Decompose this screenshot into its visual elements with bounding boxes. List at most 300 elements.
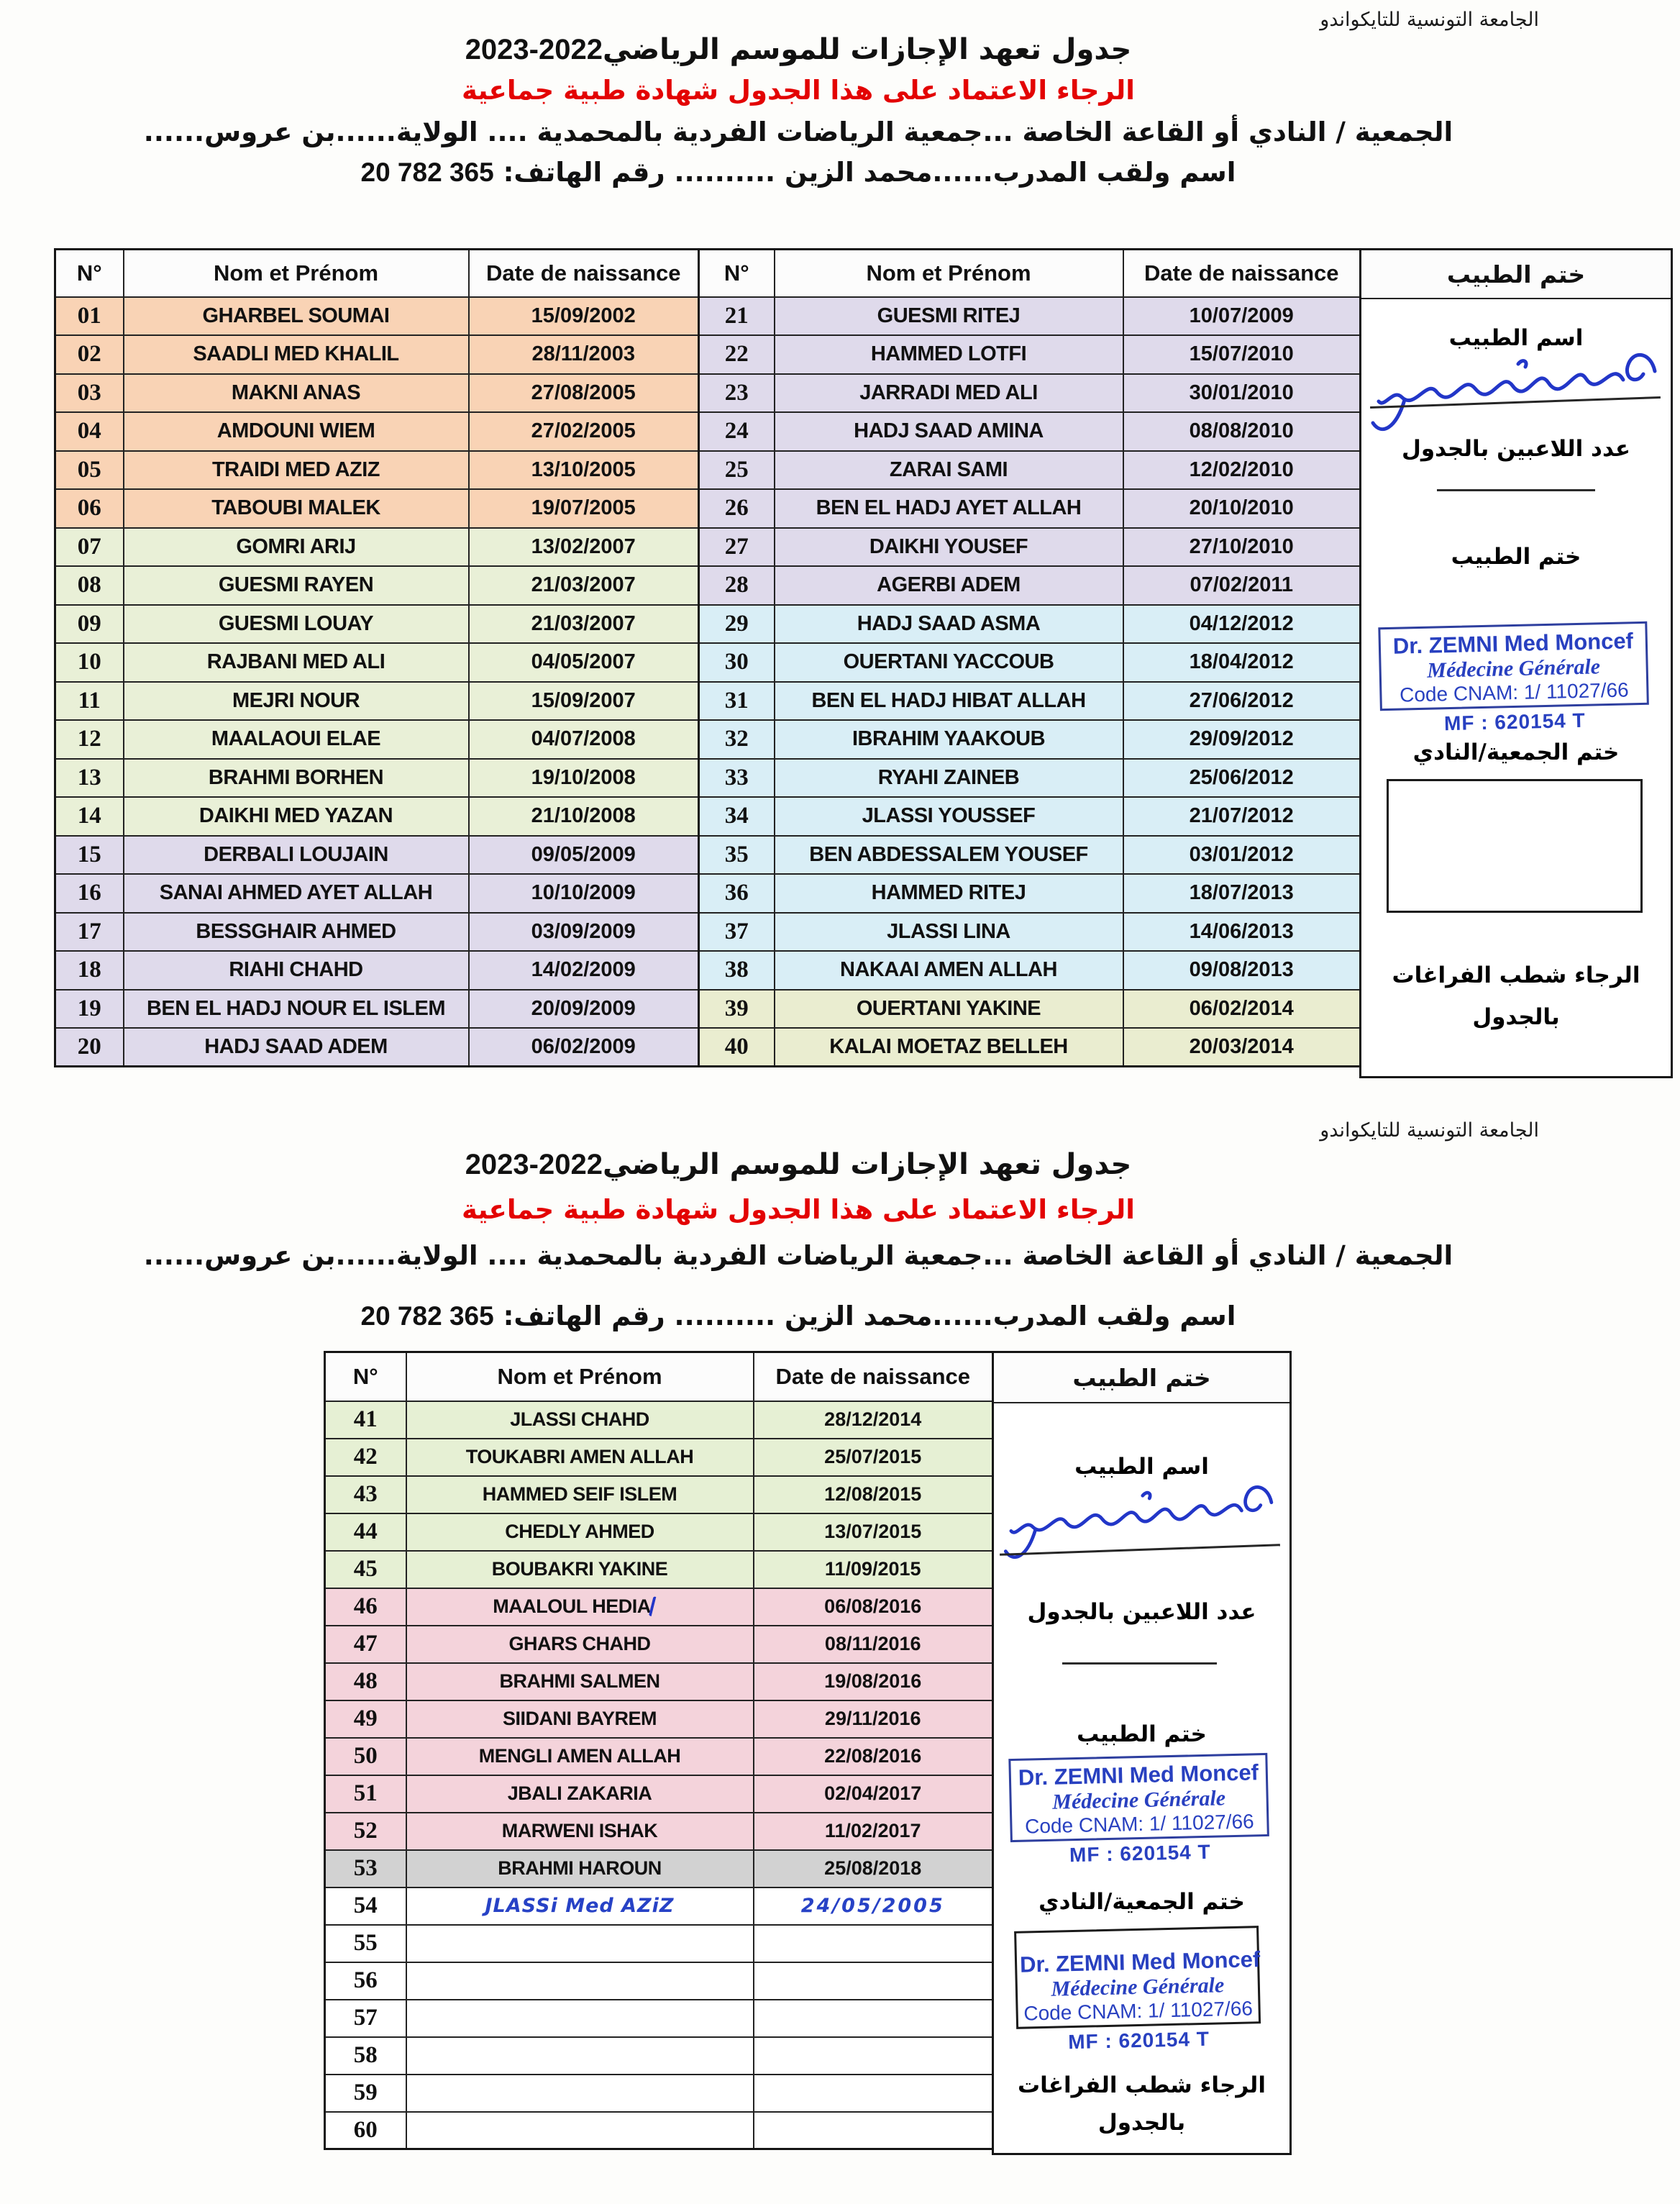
table-cell: BOUBAKRI YAKINE	[406, 1551, 754, 1588]
table-cell: JLASSI YOUSSEF	[775, 797, 1123, 836]
col-dob-header: Date de naissance	[1123, 250, 1361, 297]
doctor-name-label: اسم الطبيب	[1448, 325, 1584, 351]
table-row	[325, 1738, 993, 1775]
table-cell: 58	[325, 2037, 406, 2075]
table-cell: 47	[325, 1626, 406, 1663]
table-cell: 41	[325, 1401, 406, 1439]
table-cell	[406, 2112, 754, 2149]
table-row	[325, 1401, 993, 1439]
table-row	[699, 643, 1361, 682]
table-cell: BEN ABDESSALEM YOUSEF	[775, 836, 1123, 875]
stamp-line1: Dr. ZEMNI Med Moncef	[1392, 628, 1634, 659]
table-cell: HAMMED RITEJ	[775, 874, 1123, 913]
table-cell: GUESMI RAYEN	[124, 566, 469, 605]
table-row	[325, 1962, 993, 2000]
table-cell: 04/05/2007	[469, 643, 699, 682]
stamp-line3: Code CNAM: 1/ 11027/66	[1023, 1997, 1254, 2025]
table-cell	[406, 1925, 754, 1962]
table-cell: 27	[699, 528, 775, 567]
table-cell: 10/10/2009	[469, 874, 699, 913]
table-cell	[406, 2000, 754, 2037]
table-cell	[754, 2112, 993, 2149]
table-row	[55, 489, 699, 528]
table-cell: AMDOUNI WIEM	[124, 412, 469, 451]
table-cell: HAMMED SEIF ISLEM	[406, 1476, 754, 1513]
table-cell: 03/09/2009	[469, 913, 699, 952]
table-cell: GUESMI RITEJ	[775, 297, 1123, 336]
table-cell: BRAHMI BORHEN	[124, 759, 469, 798]
table-cell: HAMMED LOTFI	[775, 335, 1123, 374]
stamp-frame	[1008, 1753, 1269, 1842]
club-stamp-label: ختم الجمعية/النادي	[1412, 739, 1620, 765]
table-cell	[754, 2075, 993, 2112]
header-row	[699, 250, 1361, 297]
table-cell: 20/09/2009	[469, 990, 699, 1029]
coach-line-bottom	[29, 1301, 1568, 1331]
table-cell: 04/07/2008	[469, 720, 699, 759]
table-cell: 08	[55, 566, 124, 605]
table-cell: 08/11/2016	[754, 1626, 993, 1663]
club-stamp-box	[1387, 779, 1643, 913]
table-cell: 09	[55, 605, 124, 644]
table-cell: DERBALI LOUJAIN	[124, 836, 469, 875]
page-title-bottom	[29, 1148, 1568, 1181]
table-cell: 19/07/2005	[469, 489, 699, 528]
table-cell: 25/07/2015	[754, 1439, 993, 1476]
table-cell: 22/08/2016	[754, 1738, 993, 1775]
title-text: جدول تعهد الإجازات للموسم الرياضي	[602, 33, 1132, 66]
table-cell: 49	[325, 1700, 406, 1738]
table-cell: 16	[55, 874, 124, 913]
stamp-line2: Médecine Générale	[1426, 655, 1601, 683]
stamp-frame	[1378, 621, 1649, 711]
table-cell: 35	[699, 836, 775, 875]
doctor-stamp-top	[1378, 621, 1649, 737]
table-cell: DAIKHI YOUSEF	[775, 528, 1123, 567]
table-cell: 45	[325, 1551, 406, 1588]
coach-phone: 20 782 365	[360, 158, 494, 187]
table-row	[699, 874, 1361, 913]
club-stamp-label: ختم الجمعية/النادي	[1038, 1889, 1245, 1915]
table-cell: 21/03/2007	[469, 566, 699, 605]
table-cell: BEN EL HADJ HIBAT ALLAH	[775, 682, 1123, 721]
stamp-line1: Dr. ZEMNI Med Moncef	[1018, 1759, 1259, 1790]
table-cell	[754, 1962, 993, 2000]
table-cell: GUESMI LOUAY	[124, 605, 469, 644]
table-row	[55, 797, 699, 836]
table-row	[55, 913, 699, 952]
coach-line-top	[29, 157, 1568, 188]
table-cell: GHARBEL SOUMAI	[124, 297, 469, 336]
federation-name-top: الجامعة التونسية للتايكواندو	[1320, 9, 1539, 31]
table-cell: 27/10/2010	[1123, 528, 1361, 567]
table-cell: 12/08/2015	[754, 1476, 993, 1513]
table-cell: JLASSI LINA	[775, 913, 1123, 952]
table-cell: 27/08/2005	[469, 374, 699, 413]
table-cell: 06	[55, 489, 124, 528]
table-row	[55, 682, 699, 721]
table-cell: BRAHMI HAROUN	[406, 1850, 754, 1887]
players-count-label: عدد اللاعبين بالجدول	[1027, 1599, 1256, 1625]
doctor-panel-bottom	[992, 1351, 1292, 2155]
table-cell: 23	[699, 374, 775, 413]
table-row	[325, 2112, 993, 2149]
table-cell: 33	[699, 759, 775, 798]
table-row	[325, 1439, 993, 1476]
table-row	[55, 566, 699, 605]
table-cell: 11/09/2015	[754, 1551, 993, 1588]
table-cell: 39	[699, 990, 775, 1029]
table-cell: 51	[325, 1775, 406, 1813]
table-cell	[406, 2037, 754, 2075]
table-row	[699, 797, 1361, 836]
table-cell: 19/08/2016	[754, 1663, 993, 1700]
table-row	[325, 1476, 993, 1513]
table-cell: 10	[55, 643, 124, 682]
table-cell: TOUKABRI AMEN ALLAH	[406, 1439, 754, 1476]
table-row	[325, 1887, 993, 1925]
table-cell: 32	[699, 720, 775, 759]
table-cell: JARRADI MED ALI	[775, 374, 1123, 413]
table-cell: MEJRI NOUR	[124, 682, 469, 721]
roster-table-1	[54, 248, 700, 1067]
table-cell: 18	[55, 951, 124, 990]
table-cell: TABOUBI MALEK	[124, 489, 469, 528]
table-cell: 42	[325, 1439, 406, 1476]
table-row	[55, 335, 699, 374]
table-cell: MARWENI ISHAK	[406, 1813, 754, 1850]
table-cell: HADJ SAAD AMINA	[775, 412, 1123, 451]
table-cell: 57	[325, 2000, 406, 2037]
table-cell: 15/07/2010	[1123, 335, 1361, 374]
table-row	[325, 1551, 993, 1588]
stamp-line3: Code CNAM: 1/ 11027/66	[1024, 1810, 1255, 1838]
stamp-line4: MF : 620154 T	[1067, 2027, 1210, 2054]
doctor-signature	[997, 1475, 1283, 1570]
table-cell: 15	[55, 836, 124, 875]
table-cell: 38	[699, 951, 775, 990]
stamp-line2: Médecine Générale	[1051, 1973, 1225, 2001]
table-cell: 03/01/2012	[1123, 836, 1361, 875]
table-cell: BESSGHAIR AHMED	[124, 913, 469, 952]
table-cell: 26	[699, 489, 775, 528]
table-row	[55, 297, 699, 336]
table-cell: OUERTANI YACCOUB	[775, 643, 1123, 682]
table-row	[55, 412, 699, 451]
club-stamp-box	[1014, 1926, 1261, 2029]
table-cell: 25/06/2012	[1123, 759, 1361, 798]
table-cell: 09/08/2013	[1123, 951, 1361, 990]
table-cell: OUERTANI YAKINE	[775, 990, 1123, 1029]
table-cell: 04/12/2012	[1123, 605, 1361, 644]
title-text: جدول تعهد الإجازات للموسم الرياضي	[602, 1148, 1132, 1181]
table-cell: HADJ SAAD ADEM	[124, 1028, 469, 1067]
table-cell: 18/04/2012	[1123, 643, 1361, 682]
table-cell: 09/05/2009	[469, 836, 699, 875]
table-cell: 54	[325, 1887, 406, 1925]
table-cell: 53	[325, 1850, 406, 1887]
page-title-top	[29, 33, 1568, 66]
header-row	[325, 1352, 993, 1401]
table-row	[55, 759, 699, 798]
table-cell: 30/01/2010	[1123, 374, 1361, 413]
table-row	[55, 836, 699, 875]
table-cell: GHARS CHAHD	[406, 1626, 754, 1663]
table-cell: ZARAI SAMI	[775, 451, 1123, 490]
table-cell: 55	[325, 1925, 406, 1962]
table-cell: 14/06/2013	[1123, 913, 1361, 952]
association-line-top: الجمعية / النادي أو القاعة الخاصة ...جمعية الرياضات الفردية بالمحمدية .... الولاية......بن عروس......	[143, 117, 1453, 147]
doctor-signature	[1367, 342, 1663, 443]
table-cell: 07/02/2011	[1123, 566, 1361, 605]
doctor-stamp-header: ختم الطبيب	[994, 1353, 1289, 1403]
table-cell: 06/02/2009	[469, 1028, 699, 1067]
table-cell: 14	[55, 797, 124, 836]
stamp-line3: Code CNAM: 1/ 11027/66	[1399, 678, 1630, 706]
table-row	[699, 412, 1361, 451]
col-dob-header: Date de naissance	[754, 1352, 993, 1401]
table-row	[699, 836, 1361, 875]
table-cell: 60	[325, 2112, 406, 2149]
col-dob-header: Date de naissance	[469, 250, 699, 297]
coach-phone: 20 782 365	[360, 1301, 494, 1331]
table-cell: GOMRI ARIJ	[124, 528, 469, 567]
table-cell: 29	[699, 605, 775, 644]
note-line1: الرجاء شطب الفراغات	[1018, 2072, 1266, 2098]
players-count-line	[1062, 1662, 1217, 1665]
table-row	[699, 990, 1361, 1029]
table-row	[699, 682, 1361, 721]
table-cell: 11/02/2017	[754, 1813, 993, 1850]
table-cell: MAALAOUI ELAE	[124, 720, 469, 759]
coach-label: اسم ولقب المدرب......محمد الزين .......... رقم الهاتف:	[493, 1301, 1236, 1331]
table-cell: 21/03/2007	[469, 605, 699, 644]
table-cell: 52	[325, 1813, 406, 1850]
table-cell: TRAIDI MED AZIZ	[124, 451, 469, 490]
table-cell: 28/11/2003	[469, 335, 699, 374]
association-line-bottom: الجمعية / النادي أو القاعة الخاصة ...جمعية الرياضات الفردية بالمحمدية .... الولاية......بن عروس......	[143, 1240, 1453, 1271]
table-row	[55, 374, 699, 413]
table-cell: 11	[55, 682, 124, 721]
table-cell: 07	[55, 528, 124, 567]
table-cell: 10/07/2009	[1123, 297, 1361, 336]
federation-name-bottom: الجامعة التونسية للتايكواندو	[1320, 1119, 1539, 1142]
table-cell: 44	[325, 1513, 406, 1551]
table-row	[325, 1775, 993, 1813]
table-cell: 29/11/2016	[754, 1700, 993, 1738]
stamp-line2: Médecine Générale	[1051, 1786, 1226, 1814]
table-cell: 06/08/2016	[754, 1588, 993, 1626]
table-cell: 27/02/2005	[469, 412, 699, 451]
doctor-stamp-bottom	[1008, 1753, 1269, 1868]
table-cell: BRAHMI SALMEN	[406, 1663, 754, 1700]
col-num-header: N°	[699, 250, 775, 297]
table-cell: 20/10/2010	[1123, 489, 1361, 528]
table-cell: CHEDLY AHMED	[406, 1513, 754, 1551]
table-row	[699, 1028, 1361, 1067]
table-cell: 36	[699, 874, 775, 913]
red-notice-bottom: الرجاء الاعتماد على هذا الجدول شهادة طبية جماعية	[462, 1194, 1135, 1225]
table-cell: 13/02/2007	[469, 528, 699, 567]
table-cell: 25/08/2018	[754, 1850, 993, 1887]
table-cell: 12	[55, 720, 124, 759]
table-cell: 21/07/2012	[1123, 797, 1361, 836]
table-row	[325, 1663, 993, 1700]
table-cell: 02/04/2017	[754, 1775, 993, 1813]
table-cell: 06/02/2014	[1123, 990, 1361, 1029]
table-cell: 13	[55, 759, 124, 798]
doctor-stamp-label: ختم الطبيب	[1077, 1721, 1207, 1747]
table-cell: 40	[699, 1028, 775, 1067]
table-cell: 24/05/2005	[754, 1887, 993, 1925]
table-cell: 12/02/2010	[1123, 451, 1361, 490]
table-cell: 48	[325, 1663, 406, 1700]
table-row	[55, 874, 699, 913]
doctor-name-label: اسم الطبيب	[1074, 1454, 1209, 1480]
table-cell: JLASSI CHAHD	[406, 1401, 754, 1439]
table-cell: IBRAHIM YAAKOUB	[775, 720, 1123, 759]
table-cell: 59	[325, 2075, 406, 2112]
coach-label: اسم ولقب المدرب......محمد الزين .......... رقم الهاتف:	[493, 157, 1236, 188]
table-row	[699, 374, 1361, 413]
col-num-header: N°	[55, 250, 124, 297]
stamp-line4: MF : 620154 T	[1443, 709, 1586, 735]
table-cell: 27/06/2012	[1123, 682, 1361, 721]
doctor-stamp-header: ختم الطبيب	[1361, 250, 1671, 299]
table-row	[699, 951, 1361, 990]
stamp-line4: MF : 620154 T	[1069, 1840, 1211, 1867]
table-cell: 21	[699, 297, 775, 336]
signature-scribble-icon	[997, 1475, 1283, 1570]
table-cell	[754, 1925, 993, 1962]
table-cell: 17	[55, 913, 124, 952]
table-cell: 28/12/2014	[754, 1401, 993, 1439]
table-cell: 21/10/2008	[469, 797, 699, 836]
table-cell: 19	[55, 990, 124, 1029]
col-name-header: Nom et Prénom	[124, 250, 469, 297]
table-row	[699, 297, 1361, 336]
note-line1: الرجاء شطب الفراغات	[1392, 962, 1640, 988]
table-cell: 13/07/2015	[754, 1513, 993, 1551]
table-cell: RIAHI CHAHD	[124, 951, 469, 990]
title-season: 2023-2022	[465, 34, 603, 65]
table-cell: MAALOUL HEDIA	[406, 1588, 754, 1626]
table-cell: AGERBI ADEM	[775, 566, 1123, 605]
note-line2: بالجدول	[1472, 1004, 1560, 1030]
table-cell: 50	[325, 1738, 406, 1775]
table-row	[55, 643, 699, 682]
doctor-stamp-label: ختم الطبيب	[1451, 544, 1581, 570]
table-cell: 15/09/2007	[469, 682, 699, 721]
table-row	[55, 605, 699, 644]
table-cell: 15/09/2002	[469, 297, 699, 336]
table-row	[325, 2037, 993, 2075]
table-cell	[754, 2037, 993, 2075]
table-row	[325, 2000, 993, 2037]
table-row	[325, 1626, 993, 1663]
table-cell: SAADLI MED KHALIL	[124, 335, 469, 374]
table-cell: 56	[325, 1962, 406, 2000]
table-cell	[754, 2000, 993, 2037]
table-row	[699, 451, 1361, 490]
roster-table-3	[324, 1351, 994, 2150]
table-cell: 04	[55, 412, 124, 451]
table-cell: MENGLI AMEN ALLAH	[406, 1738, 754, 1775]
table-cell: 14/02/2009	[469, 951, 699, 990]
table-row	[325, 1925, 993, 1962]
table-cell: 37	[699, 913, 775, 952]
table-cell: 01	[55, 297, 124, 336]
table-cell: 08/08/2010	[1123, 412, 1361, 451]
table-cell: JBALI ZAKARIA	[406, 1775, 754, 1813]
table-row	[55, 451, 699, 490]
table-cell: 22	[699, 335, 775, 374]
players-count-line	[1437, 489, 1595, 491]
table-row	[325, 1813, 993, 1850]
table-cell: KALAI MOETAZ BELLEH	[775, 1028, 1123, 1067]
table-cell: 29/09/2012	[1123, 720, 1361, 759]
header-row	[55, 250, 699, 297]
club-stamp-with-doctor-stamp	[1014, 1926, 1261, 2055]
title-season: 2023-2022	[465, 1149, 603, 1180]
col-name-header: Nom et Prénom	[775, 250, 1123, 297]
pen-mark-icon	[649, 1596, 662, 1618]
table-row	[325, 1700, 993, 1738]
table-cell: 03	[55, 374, 124, 413]
table-cell: 28	[699, 566, 775, 605]
table-row	[699, 335, 1361, 374]
signature-scribble-icon	[1367, 342, 1663, 443]
table-cell: BEN EL HADJ AYET ALLAH	[775, 489, 1123, 528]
table-cell: BEN EL HADJ NOUR EL ISLEM	[124, 990, 469, 1029]
table-cell: 31	[699, 682, 775, 721]
table-cell: 46	[325, 1588, 406, 1626]
table-row	[55, 990, 699, 1029]
table-row	[325, 2075, 993, 2112]
table-cell: 20/03/2014	[1123, 1028, 1361, 1067]
table-cell: 25	[699, 451, 775, 490]
table-cell: 13/10/2005	[469, 451, 699, 490]
table-row	[55, 528, 699, 567]
table-cell	[406, 1962, 754, 2000]
table-cell: MAKNI ANAS	[124, 374, 469, 413]
table-cell: RYAHI ZAINEB	[775, 759, 1123, 798]
table-row	[55, 951, 699, 990]
table-cell: DAIKHI MED YAZAN	[124, 797, 469, 836]
roster-table-2	[698, 248, 1361, 1067]
doctor-panel-top	[1359, 248, 1673, 1078]
col-num-header: N°	[325, 1352, 406, 1401]
table-cell: SANAI AHMED AYET ALLAH	[124, 874, 469, 913]
table-row	[699, 605, 1361, 644]
table-row	[699, 913, 1361, 952]
table-row	[699, 759, 1361, 798]
table-cell: SIIDANI BAYREM	[406, 1700, 754, 1738]
table-cell: 30	[699, 643, 775, 682]
table-cell: 20	[55, 1028, 124, 1067]
table-cell: 43	[325, 1476, 406, 1513]
table-cell: NAKAAI AMEN ALLAH	[775, 951, 1123, 990]
table-row	[699, 720, 1361, 759]
table-row	[699, 489, 1361, 528]
table-row	[325, 1850, 993, 1887]
note-line2: بالجدول	[1097, 2110, 1186, 2136]
table-cell	[406, 2075, 754, 2112]
table-cell: 24	[699, 412, 775, 451]
table-row	[55, 720, 699, 759]
red-notice-top: الرجاء الاعتماد على هذا الجدول شهادة طبية جماعية	[462, 75, 1135, 106]
col-name-header: Nom et Prénom	[406, 1352, 754, 1401]
